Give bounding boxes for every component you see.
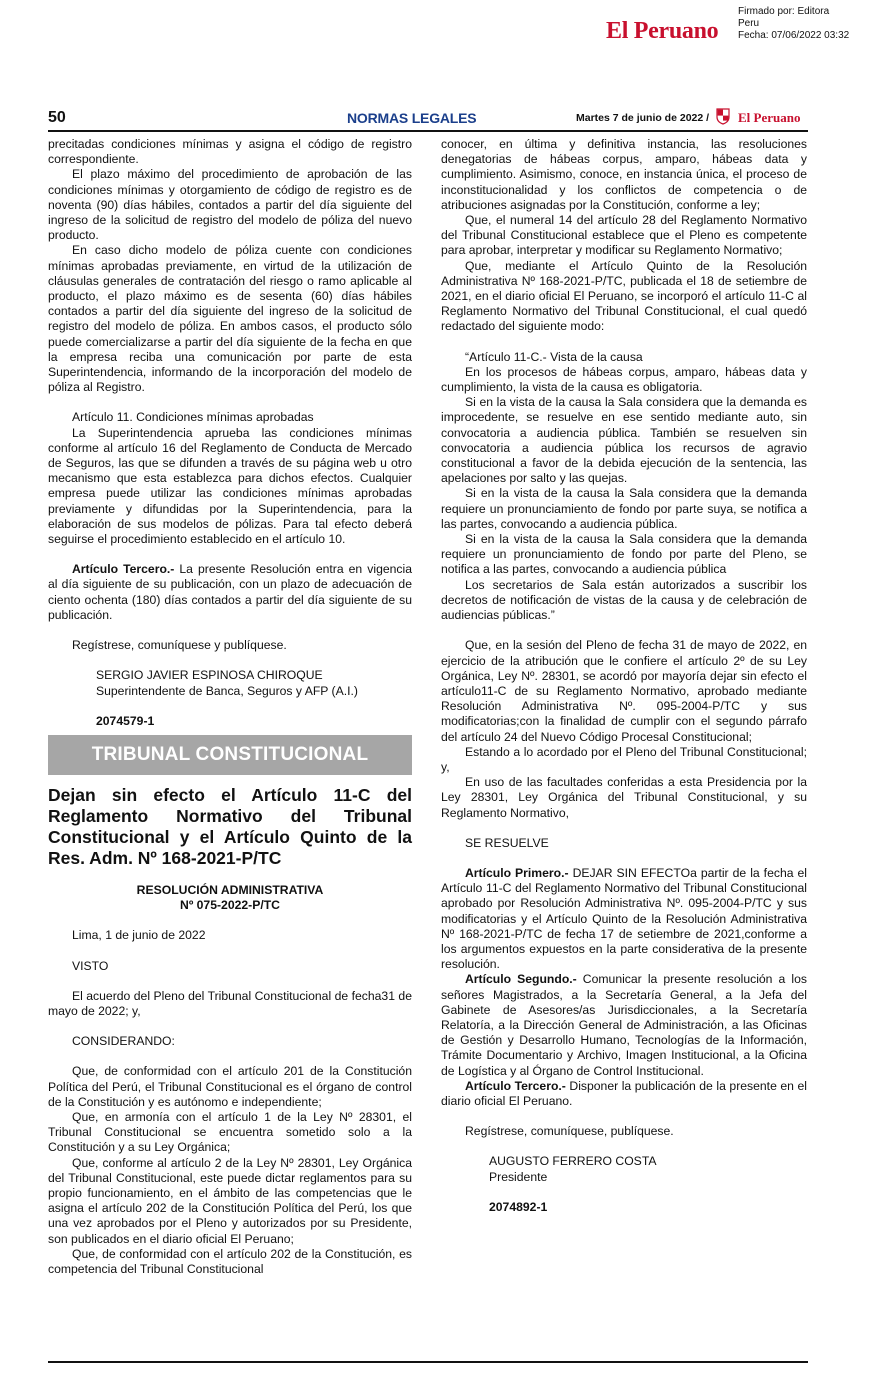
article-11-title: Artículo 11. Condiciones mínimas aprobadas — [72, 410, 314, 425]
quoted-article-title: “Artículo 11-C.- Vista de la causa — [465, 349, 643, 364]
place-date: Lima, 1 de junio de 2022 — [72, 928, 206, 943]
resolution-number: Nº 075-2022-P/TC — [180, 898, 280, 913]
quoted-paragraph: Si en la vista de la causa la Sala considera que la demanda es improcedente, se resuelve en ese sentido mediante auto, sin convocatoria a audiencia pública. También se resuelven sin convocatoria a audiencia pública los recursos de agravio constitucional a favor de la debida ejecución de la sentencia, las apelaciones por salto y las quejas. — [441, 395, 807, 486]
quoted-paragraph: Si en la vista de la causa la Sala considera que la demanda requiere un pronunciamiento de fondo por parte suya, se notifica a las partes, convocando a audiencia pública. — [441, 486, 807, 531]
considerando-paragraph: Que, de conformidad con el artículo 202 de la Constitución, es competencia del Tribunal Constitucional — [48, 1246, 412, 1276]
article-lead: Artículo Tercero.- — [72, 562, 175, 577]
signer-name: SERGIO JAVIER ESPINOSA CHIROQUE — [96, 668, 323, 683]
visto-body: El acuerdo del Pleno del Tribunal Constitucional de fecha31 de mayo de 2022; y, — [48, 988, 412, 1018]
article-body: La presente Resolución entra en vigencia al día siguiente de su publicación, con un plazo de adecuación de ciento ochenta (180) días contados a partir del día siguiente de su publicación. — [48, 562, 412, 622]
stamp-line-date: Fecha: 07/06/2022 03:32 — [738, 30, 850, 41]
article-first — [441, 866, 807, 972]
considerando-heading: CONSIDERANDO: — [72, 1034, 175, 1049]
stamp-line-organization: Peru — [738, 18, 760, 29]
page-number: 50 — [48, 109, 66, 126]
signer-title: Presidente — [489, 1169, 548, 1184]
article-second — [441, 972, 807, 1078]
article-lead: Artículo Tercero.- — [465, 1078, 566, 1093]
article-lead: Artículo Segundo.- — [465, 972, 577, 987]
footer-rule — [48, 1361, 808, 1363]
article-lead: Artículo Primero.- — [465, 865, 569, 880]
considerando-paragraph: Que, de conformidad con el artículo 201 de la Constitución Política del Perú, el Tribunal Constitucional es el órgano de control de la Constitución y es autónomo e independiente; — [48, 1064, 412, 1109]
article-body: DEJAR SIN EFECTOa partir de la fecha el Artículo 11-C del Reglamento Normativo del Tribunal Constitucional aprobado por Resolución Administrativa Nº. 095-2004-P/TC y sus modificatorias y el Artículo Quinto de la Resolución Administrativa Nº 168-2021-P/TC de fecha 17 de setiembre de 2021,conforme a los argumentos expuestos en la parte considerativa de la presente resolución. — [441, 865, 807, 972]
article-third — [48, 562, 412, 623]
paragraph: precitadas condiciones mínimas y asigna el código de registro correspondiente. — [48, 137, 412, 167]
resolves-heading: SE RESUELVE — [465, 835, 549, 850]
publication-code: 2074892-1 — [489, 1199, 548, 1214]
paragraph: Estando a lo acordado por el Pleno del Tribunal Constitucional; y, — [441, 744, 807, 774]
paragraph: Que, en la sesión del Pleno de fecha 31 de mayo de 2022, en ejercicio de la atribución que le confiere el artículo 2º de su Ley Orgánica, Ley Nº. 28301, se acordó por mayoría dejar sin efecto el artículo11-C de su Reglamento Normativo, aprobado mediante Resolución Administrativa Nº. 095-2004-P/TC y sus modificatorias;con la finalidad de cumplir con el segundo párrafo del artículo 24 del Nuevo Código Procesal Constitucional; — [441, 638, 807, 744]
paragraph: Que, mediante el Artículo Quinto de la Resolución Administrativa Nº 168-2021-P/TC, publicada el 18 de setiembre de 2021, en el diario oficial El Peruano, se incorporó el artículo 11-C al Reglamento Normativo del Tribunal Constitucional, el cual quedó redactado del siguiente modo: — [441, 258, 807, 334]
header-date: Martes 7 de junio de 2022 / — [576, 112, 710, 124]
coat-of-arms-icon — [716, 108, 730, 125]
article-third — [441, 1079, 807, 1109]
right-column — [441, 137, 807, 1215]
considerando-paragraph: Que, conforme al artículo 2 de la Ley Nº 28301, Ley Orgánica del Tribunal Constitucional, este puede dictar reglamentos para su propio funcionamiento, en el ámbito de las competencias que le asigna el artículo 202 de la Constitución Política del Perú, los que una vez aprobados por el Pleno y autorizados por su Presidente, son publicados en el diario oficial El Peruano; — [48, 1155, 412, 1246]
article-body: Disponer la publicación de la presente en el diario oficial El Peruano. — [441, 1078, 807, 1108]
paragraph: En uso de las facultades conferidas a esta Presidencia por la Ley 28301, Ley Orgánica del Tribunal Constitucional, y su Reglamento Normativo, — [441, 775, 807, 820]
left-column — [48, 137, 412, 1277]
paragraph: conocer, en última y definitiva instancia, las resoluciones denegatorias de hábeas corpus, amparo, hábeas data y cumplimiento. Asimismo, conoce, en instancia única, el proceso de inconstitucionalidad y los conflictos de competencia o de atribuciones asignadas por la Constitución, conforme a ley; — [441, 137, 807, 212]
paragraph: En caso dicho modelo de póliza cuente con condiciones mínimas aprobadas previamente, en virtud de la utilización de cláusulas generales de contratación del riesgo o ramo aplicable al producto, el plazo máximo es de sesenta (60) días hábiles contados a partir del día siguiente del ingreso de la solicitud de registro del modelo de póliza. En ambos casos, el producto sólo puede comercializarse a partir del día siguiente de la fecha en que la empresa reciba una comunicación por parte de esta Superintendencia, informando de la incorporación del modelo de póliza al Registro. — [48, 243, 412, 395]
article-11-body: La Superintendencia aprueba las condiciones mínimas conforme al artículo 16 del Reglamento de Conducta de Mercado de Seguros, las que se difunden a través de su página web u otro mecanismo que esta establezca para dichos efectos. Cualquier empresa puede utilizar las condiciones mínimas aprobadas previamente y difundidas por la Superintendencia, para la elaboración de sus modelos de pólizas. Para tal efecto deberá seguirse el procedimiento establecido en el artículo 10. — [48, 425, 412, 547]
visto-heading: VISTO — [72, 958, 109, 973]
digital-signature-stamp — [738, 6, 849, 42]
paragraph: Que, el numeral 14 del artículo 28 del Reglamento Normativo del Tribunal Constitucional establece que el Pleno es competente para aprobar, interpretar y modificar su Reglamento Normativo; — [441, 213, 807, 258]
quoted-article — [441, 350, 807, 624]
closing-formula: Regístrese, comuníquese, publíquese. — [465, 1124, 674, 1139]
article-body: Comunicar la presente resolución a los señores Magistrados, a la Secretaría General, a la Jefa del Gabinete de Asesores/as Jurisdiccionales, a la Secretaría Relatoría, a la Dirección General de Administración, a las Oficinas de Gestión y Desarrollo Humano, Tecnologías de la Información, Trámite Documentario y Archivo, Imagen Institucional, a la Oficina de Logística y al Órgano de Control Institucional. — [441, 972, 807, 1078]
header-logo: El Peruano — [738, 110, 801, 125]
considerando-paragraph: Que, en armonía con el artículo 1 de la Ley Nº 28301, el Tribunal Constitucional se encuentra sometido solo a la Constitución y a su Ley Orgánica; — [48, 1109, 412, 1155]
quoted-paragraph: Si en la vista de la causa la Sala considera que la demanda requiere un pronunciamiento de fondo por parte del Pleno, se notifica a las partes, convocando a audiencia pública — [441, 532, 807, 577]
quoted-paragraph: En los procesos de hábeas corpus, amparo, hábeas data y cumplimiento, la vista de la causa es obligatoria. — [441, 364, 807, 395]
page-header — [48, 108, 808, 130]
section-banner: TRIBUNAL CONSTITUCIONAL — [48, 735, 412, 775]
section-title: NORMAS LEGALES — [347, 110, 477, 126]
closing-formula: Regístrese, comuníquese y publíquese. — [72, 638, 287, 653]
header-rule — [48, 130, 808, 132]
stamp-logo: El Peruano — [606, 18, 719, 44]
resolution-title: RESOLUCIÓN ADMINISTRATIVA — [136, 882, 324, 897]
signer-name: AUGUSTO FERRERO COSTA — [489, 1154, 657, 1169]
article-headline: Dejan sin efecto el Artículo 11-C del Reglamento Normativo del Tribunal Constitucional y el Artículo Quinto de la Res. Adm. Nº 168-2021-P/TC — [48, 784, 412, 868]
publication-code: 2074579-1 — [96, 713, 155, 728]
quoted-paragraph: Los secretarios de Sala están autorizados a suscribir los decretos de notificación de vistas de la causa y de celebración de audiencias públicas.” — [441, 577, 807, 623]
signer-title: Superintendente de Banca, Seguros y AFP (A.I.) — [96, 683, 358, 698]
stamp-line-signed-by: Firmado por: Editora — [738, 6, 830, 17]
paragraph: El plazo máximo del procedimiento de aprobación de las condiciones mínimas y otorgamiento de código de registro es de noventa (90) días hábiles, contados a partir del día siguiente del ingreso de la solicitud de registro del modelo de póliza del nuevo producto. — [48, 167, 412, 243]
